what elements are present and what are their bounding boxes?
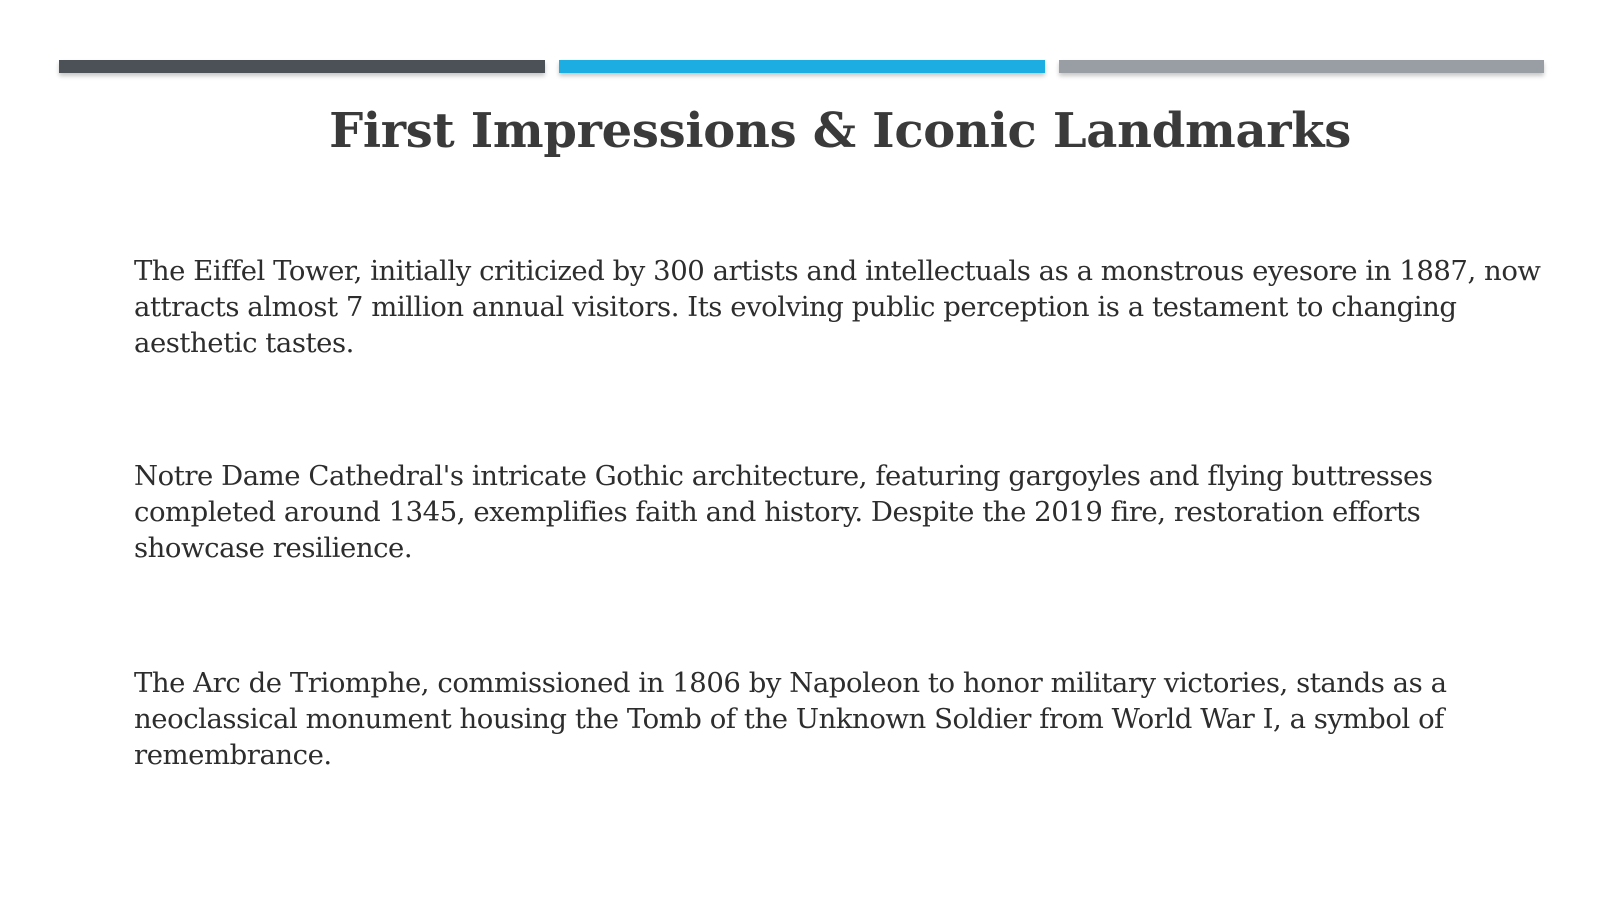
- slide-title: First Impressions & Iconic Landmarks: [329, 103, 1351, 159]
- paragraph-arc-de-triomphe: The Arc de Triomphe, commissioned in 1806 by Napoleon to honor military victories, stands as a neoclassical monument housing the Tomb of the Unknown Soldier from World War I, a symbol of remembrance.: [134, 667, 1447, 771]
- accent-bar-blue: [559, 60, 1045, 73]
- accent-bar-gray: [1059, 60, 1544, 73]
- accent-bar-dark: [59, 60, 545, 73]
- paragraph-eiffel-tower: The Eiffel Tower, initially criticized by 300 artists and intellectuals as a monstrous eyesore in 1887, now attracts almost 7 million annual visitors. Its evolving public perception is a testament to changing aesthetic tastes.: [134, 255, 1541, 359]
- paragraph-notre-dame: Notre Dame Cathedral's intricate Gothic architecture, featuring gargoyles and flying buttresses completed around 1345, exemplifies faith and history. Despite the 2019 fire, restoration efforts showcase resilience.: [134, 460, 1433, 564]
